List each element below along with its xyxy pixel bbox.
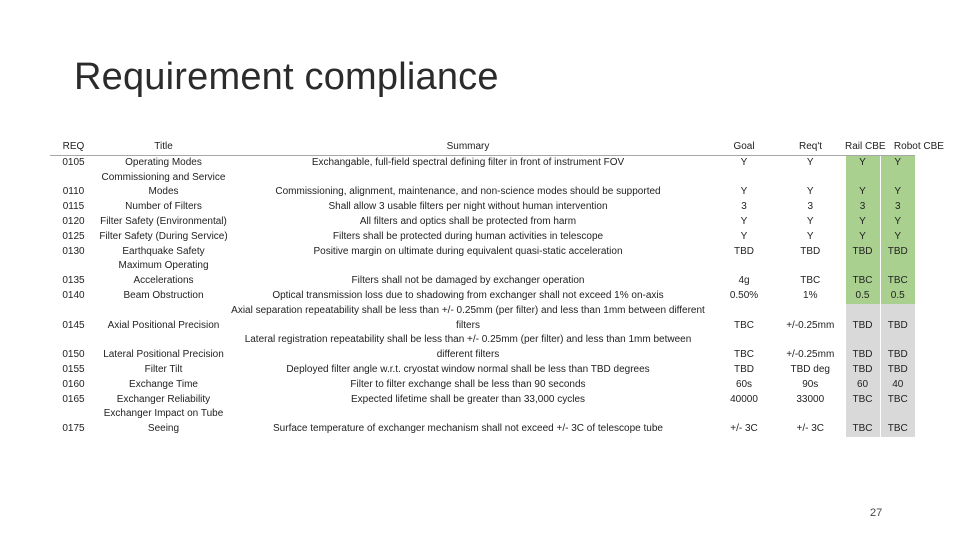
rail-cbe-cell: Y <box>845 171 880 201</box>
summary-cell: Optical transmission loss due to shadowing from exchanger shall not exceed 1% on-axis <box>272 289 664 301</box>
rail-cbe-cell: TBC <box>845 393 880 408</box>
title-cell: Number of Filters <box>125 201 202 213</box>
goal-cell: 0.50% <box>729 289 759 301</box>
rail-cbe-cell: 0.5 <box>845 289 880 304</box>
req-number-cell: 0115 <box>62 201 85 213</box>
rail-cbe-cell: Y <box>845 155 880 170</box>
goal-cell: TBD <box>734 245 754 257</box>
header-rail-cbe: Rail CBE <box>845 141 886 152</box>
table-header-row <box>50 139 915 155</box>
robot-cbe-cell: 0.5 <box>880 289 915 304</box>
req-number-cell: 0145 <box>62 319 85 331</box>
req-number-cell: 0130 <box>62 245 85 257</box>
title-cell: Beam Obstruction <box>123 289 204 301</box>
table-row <box>50 378 915 393</box>
goal-cell: 60s <box>735 378 753 390</box>
robot-cbe-cell: Y <box>880 171 915 201</box>
rail-cbe-cell: TBC <box>845 407 880 437</box>
rail-cbe-cell: Y <box>845 215 880 230</box>
robot-cbe-cell: TBC <box>880 407 915 437</box>
title-cell: Earthquake Safety <box>122 245 205 257</box>
req-number-cell: 0165 <box>62 393 85 405</box>
title-cell: Operating Modes <box>97 155 230 170</box>
table-row <box>50 245 915 260</box>
title-cell: Exchange Time <box>129 378 198 390</box>
robot-cbe-cell: 3 <box>880 200 915 215</box>
rail-cbe-cell: 3 <box>845 200 880 215</box>
table-row <box>50 289 915 304</box>
summary-cell: Filter to filter exchange shall be less than 90 seconds <box>350 378 586 390</box>
table-row <box>50 215 915 230</box>
title-cell: Filter Tilt <box>144 363 183 375</box>
summary-cell: All filters and optics shall be protected from harm <box>359 215 577 227</box>
goal-cell: 3 <box>741 201 747 213</box>
header-summary: Summary <box>446 141 490 152</box>
reqt-cell: 90s <box>802 378 819 390</box>
robot-cbe-cell: TBC <box>880 259 915 289</box>
summary-cell: Lateral registration repeatability shall be less than +/- 0.25mm (per filter) and less than 1mm between different filters <box>244 334 692 361</box>
table-row <box>50 407 915 437</box>
rail-cbe-cell: TBD <box>845 333 880 363</box>
goal-cell: Y <box>740 186 748 198</box>
req-number-cell: 0175 <box>62 423 85 435</box>
goal-cell: Y <box>740 215 748 227</box>
goal-cell: TBC <box>734 319 754 331</box>
table-row <box>50 333 915 363</box>
req-number-cell: 0160 <box>62 378 85 390</box>
table-row <box>50 393 915 408</box>
req-number-cell: 0150 <box>62 349 85 361</box>
robot-cbe-cell: TBD <box>880 304 915 334</box>
req-number-cell: 0105 <box>50 155 97 170</box>
goal-cell: TBC <box>734 349 754 361</box>
robot-cbe-cell: Y <box>880 230 915 245</box>
robot-cbe-cell: TBD <box>880 245 915 260</box>
title-cell: Axial Positional Precision <box>107 319 220 331</box>
title-cell: Filter Safety (Environmental) <box>100 215 227 227</box>
req-number-cell: 0140 <box>62 289 85 301</box>
robot-cbe-cell: 40 <box>880 378 915 393</box>
summary-cell: Shall allow 3 usable filters per night without human intervention <box>328 201 608 213</box>
rail-cbe-cell: TBD <box>845 245 880 260</box>
table-row <box>50 304 915 334</box>
summary-cell: Deployed filter angle w.r.t. cryostat window normal shall be less than TBD degrees <box>286 363 650 375</box>
summary-cell: Commissioning, alignment, maintenance, and non-science modes should be supported <box>275 186 661 198</box>
header-reqt: Req't <box>798 141 823 152</box>
title-cell: Lateral Positional Precision <box>103 349 224 361</box>
rail-cbe-cell: Y <box>845 230 880 245</box>
title-cell: Maximum Operating Accelerations <box>118 260 209 287</box>
table-row <box>50 200 915 215</box>
robot-cbe-cell: TBC <box>880 393 915 408</box>
page-number: 27 <box>870 507 883 519</box>
table-row <box>50 259 915 289</box>
summary-cell: Expected lifetime shall be greater than 33,000 cycles <box>350 393 586 405</box>
summary-cell: Filters shall be protected during human activities in telescope <box>332 230 604 242</box>
header-title: Title <box>154 141 173 152</box>
reqt-cell: +/- 3C <box>796 423 824 435</box>
title-cell: Commissioning and Service Modes <box>101 171 226 198</box>
reqt-cell: Y <box>776 155 845 170</box>
req-number-cell: 0110 <box>62 186 85 198</box>
reqt-cell: TBC <box>800 275 821 287</box>
summary-cell: Positive margin on ultimate during equivalent quasi-static acceleration <box>313 245 623 257</box>
header-cbe <box>845 139 944 155</box>
reqt-cell: Y <box>806 215 814 227</box>
req-number-cell: 0120 <box>62 215 85 227</box>
rail-cbe-cell: TBD <box>845 304 880 334</box>
table-row <box>50 171 915 201</box>
summary-cell: Surface temperature of exchanger mechanism shall not exceed +/- 3C of telescope tube <box>273 423 663 435</box>
goal-cell: Y <box>712 155 776 170</box>
summary-cell: Exchangable, full-field spectral defining filter in front of instrument FOV <box>230 155 712 170</box>
reqt-cell: +/-0.25mm <box>786 349 835 361</box>
reqt-cell: Y <box>806 230 814 242</box>
reqt-cell: 1% <box>803 289 818 301</box>
reqt-cell: Y <box>806 186 814 198</box>
rail-cbe-cell: TBC <box>845 259 880 289</box>
header-robot-cbe: Robot CBE <box>893 141 944 152</box>
robot-cbe-cell: TBD <box>880 333 915 363</box>
robot-cbe-cell: TBD <box>880 363 915 378</box>
requirements-table-body <box>50 155 915 437</box>
robot-cbe-cell: Y <box>880 155 915 170</box>
header-goal: Goal <box>733 141 755 152</box>
table-row <box>50 363 915 378</box>
goal-cell: 40000 <box>730 393 758 405</box>
reqt-cell: +/-0.25mm <box>786 319 835 331</box>
req-number-cell: 0155 <box>62 363 85 375</box>
reqt-cell: TBD deg <box>790 363 830 375</box>
rail-cbe-cell: 60 <box>845 378 880 393</box>
req-number-cell: 0135 <box>62 275 85 287</box>
reqt-cell: TBD <box>800 245 821 257</box>
title-cell: Filter Safety (During Service) <box>99 230 228 242</box>
rail-cbe-cell: TBD <box>845 363 880 378</box>
table-row <box>50 155 915 170</box>
title-cell: Exchanger Reliability <box>116 393 211 405</box>
requirements-table <box>50 139 944 437</box>
goal-cell: +/- 3C <box>730 423 758 435</box>
table-row <box>50 230 915 245</box>
goal-cell: Y <box>740 230 748 242</box>
goal-cell: 4g <box>738 275 750 287</box>
req-number-cell: 0125 <box>62 230 85 242</box>
robot-cbe-cell: Y <box>880 215 915 230</box>
title-cell: Exchanger Impact on Tube Seeing <box>103 408 224 435</box>
reqt-cell: 33000 <box>796 393 825 405</box>
header-req: REQ <box>62 141 85 152</box>
summary-cell: Filters shall not be damaged by exchanger operation <box>351 275 585 287</box>
reqt-cell: 3 <box>807 201 814 213</box>
slide-title: Requirement compliance <box>74 56 499 98</box>
goal-cell: TBD <box>734 363 754 375</box>
summary-cell: Axial separation repeatability shall be less than +/- 0.25mm (per filter) and less than 1mm between different filters <box>231 304 705 331</box>
